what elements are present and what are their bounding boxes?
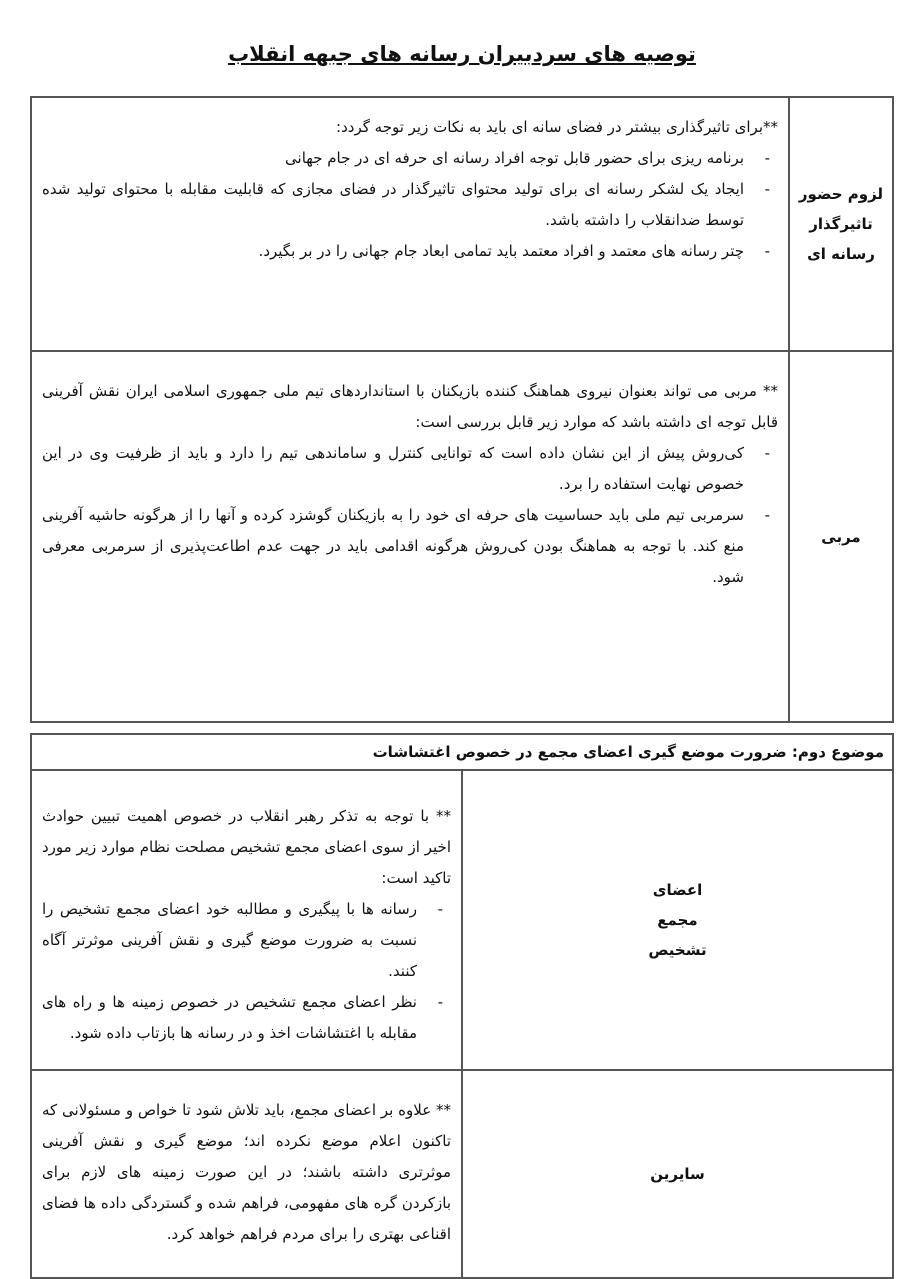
row-content xyxy=(31,351,789,722)
topic-header-row xyxy=(31,734,893,770)
bullet-text: چتر رسانه های معتمد و افراد معتمد باید تمامی ابعاد جام جهانی را در بر بگیرد. xyxy=(258,242,744,260)
row-intro: **برای تاثیرگذاری بیشتر در فضای سانه ای باید به نکات زیر توجه گردد: xyxy=(336,118,778,136)
bullet-text: رسانه ها با پیگیری و مطالبه خود اعضای مجمع تشخیص را نسبت به ضرورت موضع گیری و نقش آفرینی موثرتر آگاه کنند. xyxy=(42,900,417,980)
bullet-dash: - xyxy=(764,242,770,260)
page-title: توصیه های سردبیران رسانه های جبهه انقلاب xyxy=(228,42,696,66)
row-label-line: اعضای xyxy=(652,881,703,899)
row-label xyxy=(789,351,893,722)
row-label-line: رسانه ای xyxy=(807,245,875,263)
row-intro: ** مربی می تواند بعنوان نیروی هماهنگ کننده بازیکنان با استانداردهای تیم ملی جمهوری اسلامی ایران نقش آفرینی قابل توجه ای داشته باشد که موارد زیر قابل بررسی است: xyxy=(42,382,778,431)
row-label-line: مجمع xyxy=(657,911,698,929)
table-row xyxy=(31,97,893,351)
bullet-list xyxy=(42,438,778,593)
row-label-line: سایرین xyxy=(650,1165,705,1183)
bullet-text: نظر اعضای مجمع تشخیص در خصوص زمینه ها و راه های مقابله با اغتشاشات اخذ و در رسانه ها بازتاب داده شود. xyxy=(42,993,417,1042)
bullet-dash: - xyxy=(764,444,770,462)
recommendations-table xyxy=(30,96,894,723)
topic-heading: موضوع دوم: ضرورت موضع گیری اعضای مجمع در خصوص اغتشاشات xyxy=(31,734,893,770)
table-row xyxy=(31,351,893,722)
bullet-text: کی‌روش پیش از این نشان داده است که توانایی کنترل و ساماندهی تیم را دارد و باید از ظرفیت وی در این خصوص نهایت استفاده را برد. xyxy=(42,444,744,493)
bullet-dash: - xyxy=(764,180,770,198)
bullet-list xyxy=(42,894,451,1049)
list-item xyxy=(42,894,451,987)
row-label-line: تاثیرگذار xyxy=(809,215,873,233)
row-content xyxy=(31,1070,462,1278)
row-label-line: لزوم حضور xyxy=(798,185,884,203)
list-item xyxy=(42,438,778,500)
bullet-dash: - xyxy=(437,900,443,918)
row-label-line: تشخیص xyxy=(648,941,707,959)
bullet-list xyxy=(42,143,778,267)
bullet-text: ایجاد یک لشکر رسانه ای برای تولید محتوای تاثیرگذار در فضای مجازی که قابلیت مقابله با محتوای تولید شده توسط ضدانقلاب را داشته باشد. xyxy=(42,180,744,229)
row-content xyxy=(31,97,789,351)
row-label xyxy=(462,770,893,1070)
row-intro: ** با توجه به تذکر رهبر انقلاب در خصوص اهمیت تبیین حوادث اخیر از سوی اعضای مجمع تشخیص مصلحت نظام موارد زیر مورد تاکید است: xyxy=(42,807,451,887)
table-row xyxy=(31,1070,893,1278)
bullet-dash: - xyxy=(437,993,443,1011)
row-label xyxy=(789,97,893,351)
bullet-text: برنامه ریزی برای حضور قابل توجه افراد رسانه ای حرفه ای در جام جهانی xyxy=(285,149,744,167)
bullet-dash: - xyxy=(764,149,770,167)
bullet-text: سرمربی تیم ملی باید حساسیت های حرفه ای خود را به بازیکنان گوشزد کرده و آنها را از هرگونه حاشیه آفرینی منع کند. با توجه به هماهنگ بودن کی‌روش هرگونه اقدامی باید در جهت عدم اطاعت‌پذیری از سرمربی معرفی شود. xyxy=(42,506,744,586)
bullet-dash: - xyxy=(764,506,770,524)
list-item xyxy=(42,174,778,236)
row-label-line: مربی xyxy=(821,527,861,546)
row-intro: ** علاوه بر اعضای مجمع، باید تلاش شود تا خواص و مسئولانی که تاکنون اعلام موضع نکرده اند؛ موضع گیری و نقش آفرینی موثرتری داشته باشند؛ در این صورت زمینه های لازم برای بازکردن گره های مفهومی، فراهم شده و گستردگی داده ها فضای اقناعی بهتری را برای مردم فراهم خواهد کرد. xyxy=(42,1101,451,1243)
list-item xyxy=(42,987,451,1049)
list-item xyxy=(42,236,778,267)
row-label xyxy=(462,1070,893,1278)
list-item xyxy=(42,143,778,174)
topic-two-table xyxy=(30,733,894,1279)
list-item xyxy=(42,500,778,593)
table-row xyxy=(31,770,893,1070)
row-content xyxy=(31,770,462,1070)
